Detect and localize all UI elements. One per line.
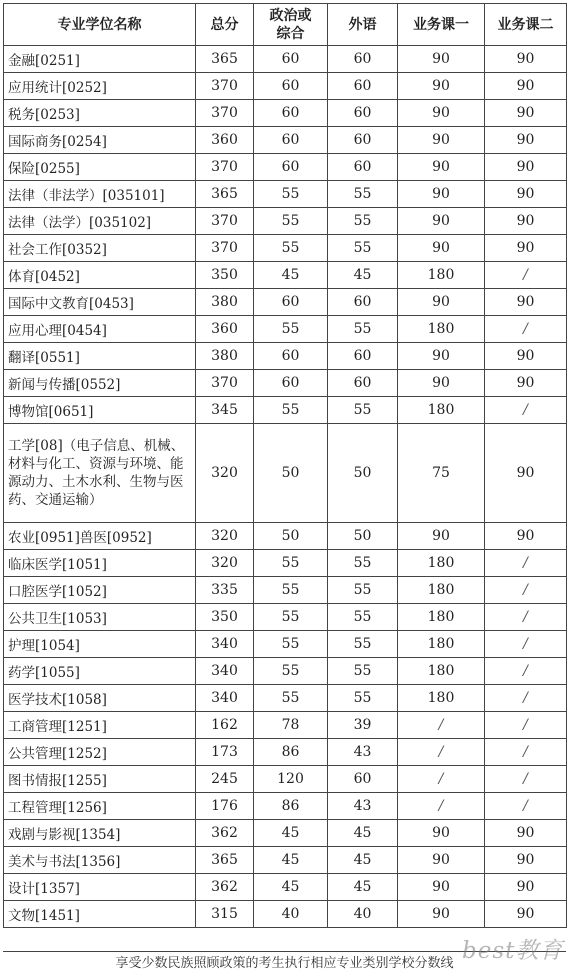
total-score: 370 xyxy=(196,208,254,235)
course-two-score: / xyxy=(485,550,567,577)
table-row xyxy=(4,685,567,712)
course-two-score: 90 xyxy=(485,901,567,928)
program-name: 新闻与传播[0552] xyxy=(4,370,196,397)
politics-score: 45 xyxy=(254,874,328,901)
language-score: 55 xyxy=(328,397,398,424)
politics-score: 78 xyxy=(254,712,328,739)
course-one-score: / xyxy=(398,793,485,820)
language-score: 60 xyxy=(328,289,398,316)
total-score: 365 xyxy=(196,847,254,874)
course-one-score: 90 xyxy=(398,370,485,397)
program-name: 应用心理[0454] xyxy=(4,316,196,343)
header-total: 总分 xyxy=(196,4,254,46)
course-one-score: 90 xyxy=(398,874,485,901)
table-row xyxy=(4,316,567,343)
program-name: 公共管理[1252] xyxy=(4,739,196,766)
program-name: 口腔医学[1052] xyxy=(4,577,196,604)
language-score: 60 xyxy=(328,766,398,793)
course-two-score: 90 xyxy=(485,208,567,235)
header-name: 专业学位名称 xyxy=(4,4,196,46)
program-name: 工程管理[1256] xyxy=(4,793,196,820)
table-row xyxy=(4,343,567,370)
watermark-logo: best教育 xyxy=(462,938,564,964)
politics-score: 55 xyxy=(254,550,328,577)
course-two-score: / xyxy=(485,739,567,766)
table-row xyxy=(4,370,567,397)
course-two-score: 90 xyxy=(485,46,567,73)
course-two-score: 90 xyxy=(485,847,567,874)
total-score: 320 xyxy=(196,550,254,577)
total-score: 320 xyxy=(196,424,254,523)
table-row xyxy=(4,658,567,685)
politics-score: 55 xyxy=(254,631,328,658)
politics-score: 50 xyxy=(254,424,328,523)
course-one-score: 90 xyxy=(398,523,485,550)
course-one-score: 90 xyxy=(398,820,485,847)
table-row xyxy=(4,154,567,181)
language-score: 45 xyxy=(328,262,398,289)
table-row xyxy=(4,424,567,523)
total-score: 370 xyxy=(196,73,254,100)
total-score: 365 xyxy=(196,181,254,208)
course-one-score: 180 xyxy=(398,316,485,343)
politics-score: 86 xyxy=(254,739,328,766)
program-name: 医学技术[1058] xyxy=(4,685,196,712)
language-score: 55 xyxy=(328,685,398,712)
politics-score: 60 xyxy=(254,127,328,154)
total-score: 362 xyxy=(196,874,254,901)
course-one-score: / xyxy=(398,712,485,739)
language-score: 55 xyxy=(328,316,398,343)
course-one-score: 90 xyxy=(398,343,485,370)
politics-score: 55 xyxy=(254,397,328,424)
total-score: 340 xyxy=(196,685,254,712)
table-row xyxy=(4,604,567,631)
table-row xyxy=(4,289,567,316)
politics-score: 86 xyxy=(254,793,328,820)
table-row xyxy=(4,631,567,658)
table-row xyxy=(4,127,567,154)
total-score: 350 xyxy=(196,604,254,631)
program-name: 保险[0255] xyxy=(4,154,196,181)
course-one-score: / xyxy=(398,739,485,766)
course-two-score: 90 xyxy=(485,154,567,181)
course-two-score: 90 xyxy=(485,370,567,397)
program-name: 博物馆[0651] xyxy=(4,397,196,424)
total-score: 340 xyxy=(196,658,254,685)
politics-score: 60 xyxy=(254,100,328,127)
politics-score: 60 xyxy=(254,73,328,100)
course-two-score: 90 xyxy=(485,289,567,316)
total-score: 360 xyxy=(196,316,254,343)
course-one-score: 180 xyxy=(398,631,485,658)
course-two-score: / xyxy=(485,712,567,739)
total-score: 345 xyxy=(196,397,254,424)
total-score: 365 xyxy=(196,46,254,73)
course-two-score: / xyxy=(485,793,567,820)
table-row xyxy=(4,820,567,847)
politics-score: 55 xyxy=(254,316,328,343)
program-name: 临床医学[1051] xyxy=(4,550,196,577)
course-two-score: 90 xyxy=(485,127,567,154)
course-two-score: 90 xyxy=(485,343,567,370)
language-score: 45 xyxy=(328,874,398,901)
table-row xyxy=(4,712,567,739)
course-one-score: 90 xyxy=(398,208,485,235)
table-row xyxy=(4,73,567,100)
language-score: 60 xyxy=(328,127,398,154)
politics-score: 45 xyxy=(254,847,328,874)
program-name: 法律（非法学）[035101] xyxy=(4,181,196,208)
course-two-score: / xyxy=(485,316,567,343)
language-score: 55 xyxy=(328,550,398,577)
course-one-score: 180 xyxy=(398,577,485,604)
program-name: 护理[1054] xyxy=(4,631,196,658)
header-politics: 政治或 综合 xyxy=(254,4,328,46)
language-score: 55 xyxy=(328,208,398,235)
program-name: 国际中文教育[0453] xyxy=(4,289,196,316)
footnote: 享受少数民族照顾政策的考生执行相应专业类别学校分数线 xyxy=(3,951,566,976)
course-one-score: 180 xyxy=(398,658,485,685)
politics-score: 55 xyxy=(254,235,328,262)
total-score: 173 xyxy=(196,739,254,766)
total-score: 360 xyxy=(196,127,254,154)
course-one-score: 180 xyxy=(398,397,485,424)
course-two-score: / xyxy=(485,766,567,793)
course-two-score: 90 xyxy=(485,874,567,901)
table-row xyxy=(4,874,567,901)
course-one-score: 90 xyxy=(398,235,485,262)
politics-score: 55 xyxy=(254,577,328,604)
table-row xyxy=(4,550,567,577)
politics-score: 55 xyxy=(254,604,328,631)
table-row xyxy=(4,181,567,208)
language-score: 60 xyxy=(328,100,398,127)
table-row xyxy=(4,262,567,289)
table-row xyxy=(4,739,567,766)
politics-score: 40 xyxy=(254,901,328,928)
total-score: 245 xyxy=(196,766,254,793)
total-score: 370 xyxy=(196,154,254,181)
score-table xyxy=(3,3,567,928)
table-row xyxy=(4,397,567,424)
language-score: 40 xyxy=(328,901,398,928)
program-name: 法律（法学）[035102] xyxy=(4,208,196,235)
course-two-score: 90 xyxy=(485,235,567,262)
language-score: 50 xyxy=(328,523,398,550)
course-two-score: 90 xyxy=(485,100,567,127)
course-one-score: 90 xyxy=(398,73,485,100)
total-score: 380 xyxy=(196,289,254,316)
course-two-score: 90 xyxy=(485,73,567,100)
header-language: 外语 xyxy=(328,4,398,46)
politics-score: 55 xyxy=(254,181,328,208)
total-score: 315 xyxy=(196,901,254,928)
course-two-score: 90 xyxy=(485,181,567,208)
language-score: 45 xyxy=(328,820,398,847)
language-score: 60 xyxy=(328,73,398,100)
program-name: 农业[0951]兽医[0952] xyxy=(4,523,196,550)
program-name: 国际商务[0254] xyxy=(4,127,196,154)
total-score: 370 xyxy=(196,370,254,397)
total-score: 370 xyxy=(196,100,254,127)
course-two-score: 90 xyxy=(485,523,567,550)
politics-score: 45 xyxy=(254,262,328,289)
course-one-score: 90 xyxy=(398,154,485,181)
politics-score: 60 xyxy=(254,370,328,397)
politics-score: 55 xyxy=(254,685,328,712)
total-score: 370 xyxy=(196,235,254,262)
language-score: 43 xyxy=(328,793,398,820)
language-score: 60 xyxy=(328,46,398,73)
course-one-score: 90 xyxy=(398,46,485,73)
politics-score: 60 xyxy=(254,343,328,370)
total-score: 362 xyxy=(196,820,254,847)
language-score: 55 xyxy=(328,235,398,262)
program-name: 金融[0251] xyxy=(4,46,196,73)
table-row xyxy=(4,100,567,127)
program-name: 应用统计[0252] xyxy=(4,73,196,100)
program-name: 文物[1451] xyxy=(4,901,196,928)
language-score: 55 xyxy=(328,658,398,685)
program-name: 药学[1055] xyxy=(4,658,196,685)
politics-score: 60 xyxy=(254,154,328,181)
politics-score: 60 xyxy=(254,46,328,73)
language-score: 50 xyxy=(328,424,398,523)
total-score: 350 xyxy=(196,262,254,289)
course-one-score: 90 xyxy=(398,847,485,874)
header-course-two: 业务课二 xyxy=(485,4,567,46)
course-two-score: / xyxy=(485,577,567,604)
program-name: 设计[1357] xyxy=(4,874,196,901)
language-score: 60 xyxy=(328,343,398,370)
course-one-score: / xyxy=(398,766,485,793)
language-score: 60 xyxy=(328,370,398,397)
course-one-score: 90 xyxy=(398,289,485,316)
program-name: 税务[0253] xyxy=(4,100,196,127)
total-score: 176 xyxy=(196,793,254,820)
course-one-score: 180 xyxy=(398,550,485,577)
politics-score: 55 xyxy=(254,208,328,235)
table-body xyxy=(4,46,567,928)
total-score: 320 xyxy=(196,523,254,550)
politics-score: 55 xyxy=(254,658,328,685)
course-one-score: 90 xyxy=(398,100,485,127)
language-score: 55 xyxy=(328,181,398,208)
total-score: 380 xyxy=(196,343,254,370)
language-score: 39 xyxy=(328,712,398,739)
course-two-score: / xyxy=(485,658,567,685)
program-name: 工学[08]（电子信息、机械、材料与化工、资源与环境、能源动力、土木水利、生物与医药、交通运输） xyxy=(4,424,196,523)
course-one-score: 180 xyxy=(398,604,485,631)
course-two-score: / xyxy=(485,685,567,712)
politics-score: 45 xyxy=(254,820,328,847)
language-score: 43 xyxy=(328,739,398,766)
program-name: 工商管理[1251] xyxy=(4,712,196,739)
course-one-score: 75 xyxy=(398,424,485,523)
language-score: 55 xyxy=(328,604,398,631)
table-header xyxy=(4,4,567,46)
language-score: 60 xyxy=(328,154,398,181)
table-row xyxy=(4,46,567,73)
course-one-score: 180 xyxy=(398,685,485,712)
politics-score: 120 xyxy=(254,766,328,793)
program-name: 戏剧与影视[1354] xyxy=(4,820,196,847)
program-name: 体育[0452] xyxy=(4,262,196,289)
politics-score: 50 xyxy=(254,523,328,550)
header-course-one: 业务课一 xyxy=(398,4,485,46)
course-one-score: 90 xyxy=(398,901,485,928)
program-name: 社会工作[0352] xyxy=(4,235,196,262)
total-score: 162 xyxy=(196,712,254,739)
language-score: 55 xyxy=(328,577,398,604)
table-row xyxy=(4,577,567,604)
table-row xyxy=(4,523,567,550)
table-row xyxy=(4,208,567,235)
table-row xyxy=(4,901,567,928)
total-score: 340 xyxy=(196,631,254,658)
table-row xyxy=(4,766,567,793)
language-score: 45 xyxy=(328,847,398,874)
header-row xyxy=(4,4,567,46)
program-name: 美术与书法[1356] xyxy=(4,847,196,874)
program-name: 翻译[0551] xyxy=(4,343,196,370)
course-two-score: / xyxy=(485,631,567,658)
course-two-score: / xyxy=(485,604,567,631)
table-row xyxy=(4,235,567,262)
politics-score: 60 xyxy=(254,289,328,316)
table-row xyxy=(4,847,567,874)
total-score: 335 xyxy=(196,577,254,604)
course-two-score: / xyxy=(485,397,567,424)
table-row xyxy=(4,793,567,820)
course-one-score: 90 xyxy=(398,127,485,154)
course-two-score: / xyxy=(485,262,567,289)
language-score: 55 xyxy=(328,631,398,658)
program-name: 图书情报[1255] xyxy=(4,766,196,793)
course-one-score: 180 xyxy=(398,262,485,289)
program-name: 公共卫生[1053] xyxy=(4,604,196,631)
course-two-score: 90 xyxy=(485,424,567,523)
course-two-score: 90 xyxy=(485,820,567,847)
course-one-score: 90 xyxy=(398,181,485,208)
